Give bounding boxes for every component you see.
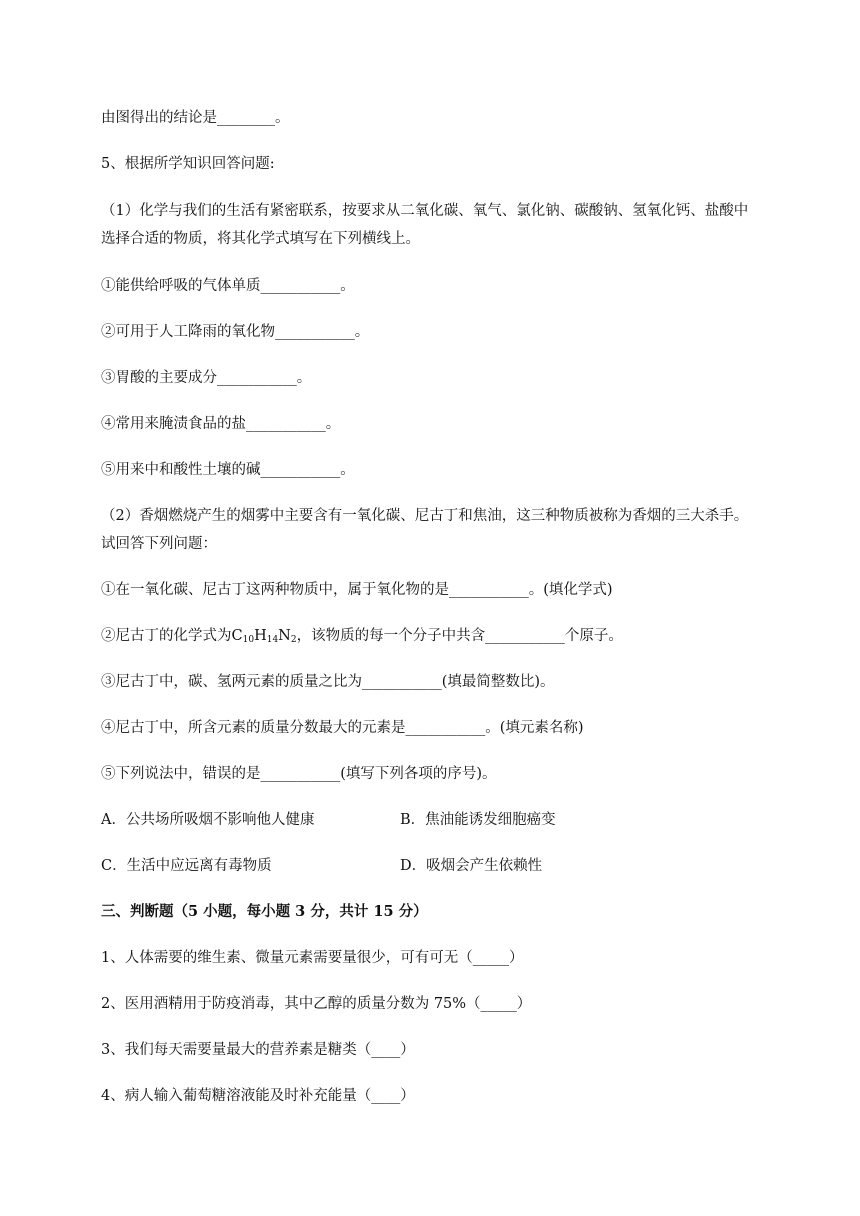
q5-1-item-5: ⑤用来中和酸性土壤的碱___________。 [101, 462, 355, 478]
q5-1-item-4: ④常用来腌渍食品的盐___________。 [101, 416, 341, 432]
q5-2-item-4: ④尼古丁中，所含元素的质量分数最大的元素是___________。(填元素名称) [101, 720, 584, 736]
formula-c-sub: 10 [242, 635, 255, 645]
q5-2-item-3: ③尼古丁中，碳、氢两元素的质量之比为___________(填最简整数比)。 [101, 674, 555, 690]
option-d: D．吸烟会产生依赖性 [400, 858, 543, 874]
judge-item-4: 4、病人输入葡萄糖溶液能及时补充能量（____） [101, 1088, 415, 1104]
formula-n: N [278, 628, 291, 644]
q5-1-item-2: ②可用于人工降雨的氧化物___________。 [101, 324, 370, 340]
formula-h: H [254, 628, 267, 644]
option-c: C．生活中应远离有毒物质 [101, 858, 272, 874]
q5-part1-intro-cont: 选择合适的物质，将其化学式填写在下列横线上。 [101, 231, 420, 247]
option-a: A．公共场所吸烟不影响他人健康 [101, 812, 315, 828]
q5-1-item-1: ①能供给呼吸的气体单质___________。 [101, 278, 355, 294]
judge-item-1: 1、人体需要的维生素、微量元素需要量很少，可有可无（_____） [101, 950, 524, 966]
q5-2-item-5: ⑤下列说法中，错误的是___________(填写下列各项的序号)。 [101, 766, 497, 782]
q5-part1-intro: （1）化学与我们的生活有紧密联系，按要求从二氧化碳、氧气、氯化钠、碳酸钠、氢氧化钙、盐酸中 [101, 203, 749, 219]
q5-2-item-2 [101, 626, 623, 646]
option-b: B．焦油能诱发细胞癌变 [400, 812, 556, 828]
q5-part2-intro-cont: 试回答下列问题： [101, 536, 217, 552]
formula-h-sub: 14 [266, 635, 279, 645]
q5-2-item-1: ①在一氧化碳、尼古丁这两种物质中，属于氧化物的是___________。(填化学式) [101, 582, 613, 598]
conclusion-question: 由图得出的结论是________。 [101, 110, 290, 126]
section-3-heading: 三、判断题（5 小题，每小题 3 分，共计 15 分） [101, 903, 428, 920]
q5-1-item-3: ③胃酸的主要成分___________。 [101, 370, 312, 386]
q5-2-item-2-prefix: ②尼古丁的化学式为 [101, 628, 232, 644]
judge-item-3: 3、我们每天需要量最大的营养素是糖类（____） [101, 1042, 415, 1058]
judge-item-2: 2、医用酒精用于防疫消毒，其中乙醇的质量分数为 75%（_____） [101, 996, 532, 1012]
formula-n-sub: 2 [290, 635, 297, 645]
formula-c: C [231, 628, 243, 644]
q5-2-item-2-suffix: ，该物质的每一个分子中共含___________个原子。 [296, 628, 623, 644]
question-5-title: 5、根据所学知识回答问题: [101, 156, 275, 172]
q5-part2-intro: （2）香烟燃烧产生的烟雾中主要含有一氧化碳、尼古丁和焦油，这三种物质被称为香烟的三大杀手。 [101, 508, 749, 524]
